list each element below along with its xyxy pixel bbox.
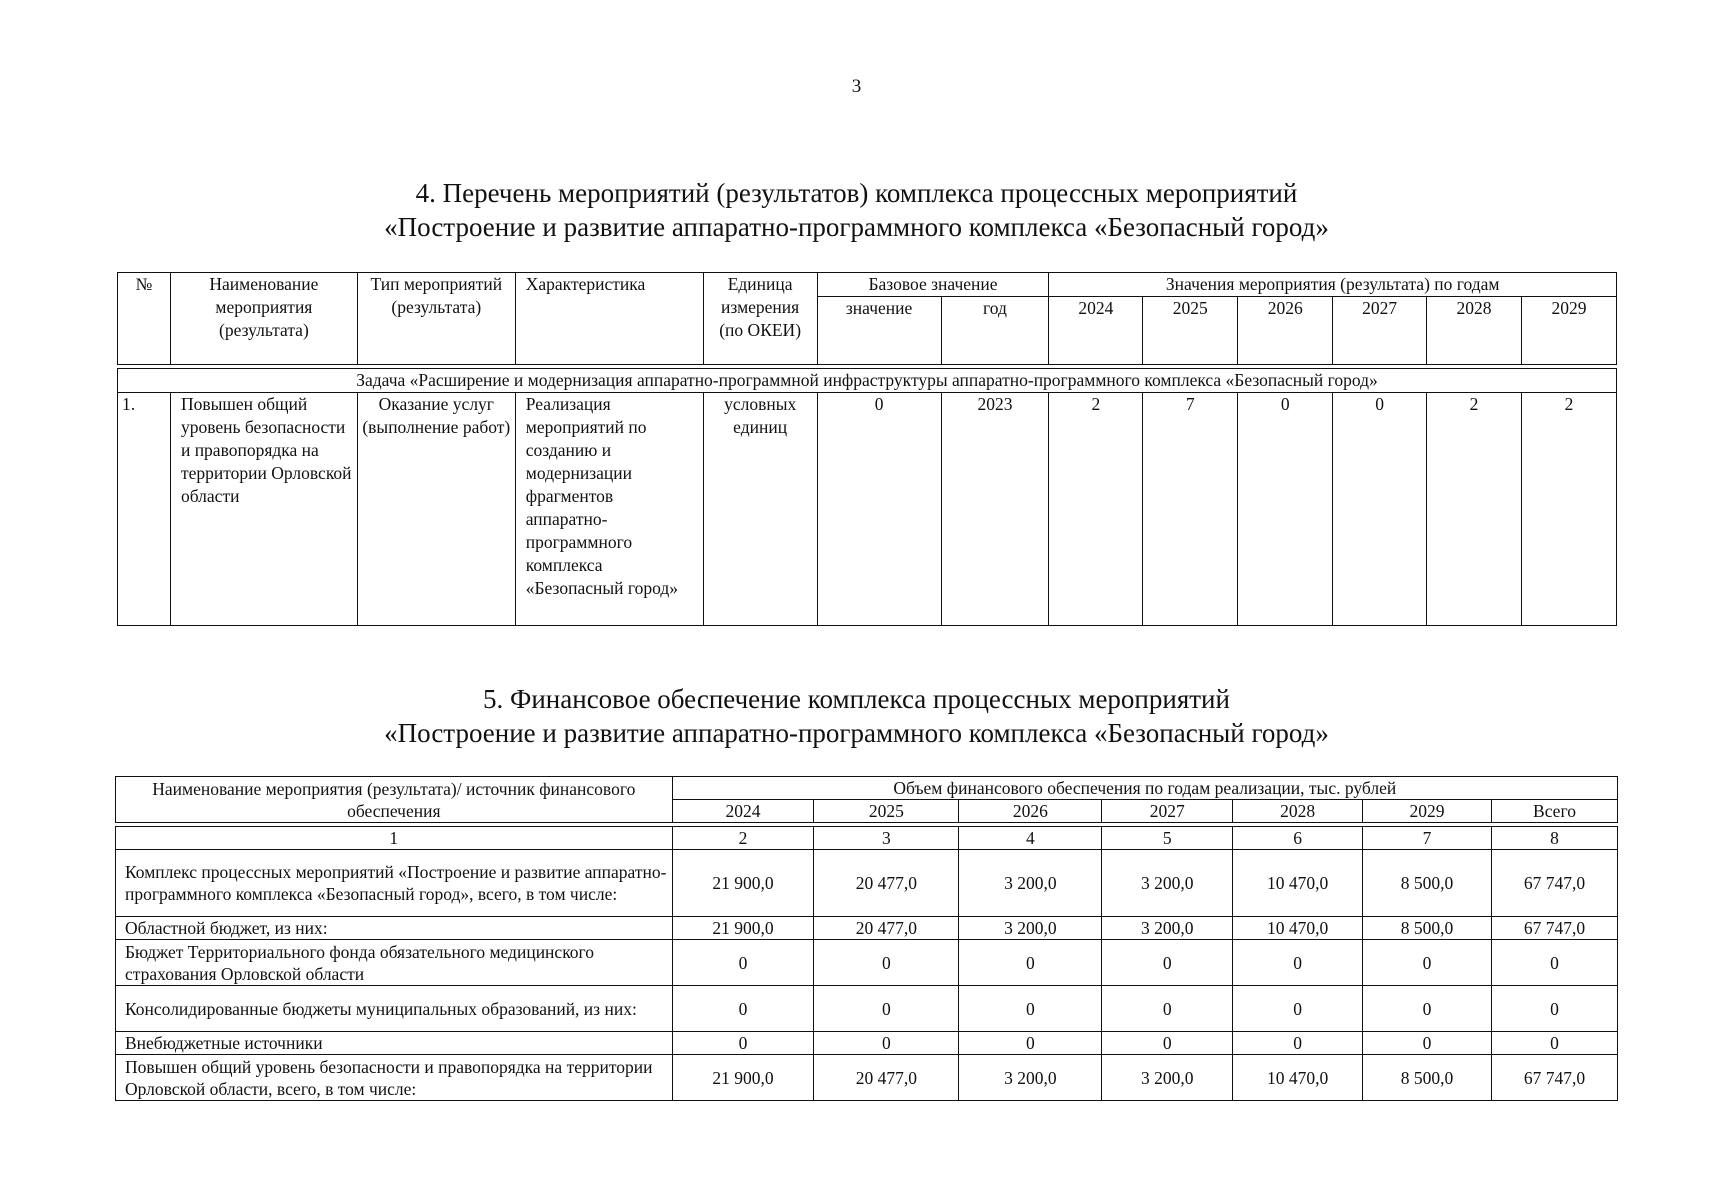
row-value: 2 bbox=[1521, 393, 1616, 626]
row-value: 0 bbox=[1233, 986, 1363, 1032]
table-row bbox=[118, 393, 1617, 626]
row-value: 0 bbox=[814, 940, 959, 986]
row-value: 20 477,0 bbox=[814, 917, 959, 940]
row-value: 0 bbox=[814, 986, 959, 1032]
row-value: 0 bbox=[1491, 1032, 1617, 1055]
row-value: 0 bbox=[1233, 940, 1363, 986]
section5-title bbox=[0, 682, 1713, 750]
row-value: 0 bbox=[1491, 940, 1617, 986]
row-value: 67 747,0 bbox=[1491, 850, 1617, 917]
row-value: 0 bbox=[1102, 940, 1233, 986]
header-year: 2029 bbox=[1521, 297, 1616, 365]
table-row bbox=[116, 917, 1618, 940]
table-row bbox=[116, 986, 1618, 1032]
column-number: 1 bbox=[116, 827, 673, 850]
header-base: Базовое значение bbox=[817, 273, 1049, 297]
header-total: Всего bbox=[1491, 800, 1617, 823]
column-numbers-row bbox=[116, 827, 1618, 850]
row-value: 8 500,0 bbox=[1363, 917, 1492, 940]
column-number: 7 bbox=[1363, 827, 1492, 850]
header-year: 2028 bbox=[1233, 800, 1363, 823]
row-value: 2 bbox=[1049, 393, 1143, 626]
section4-title-line2: «Построение и развитие аппаратно-программного комплекса «Безопасный город» bbox=[384, 212, 1329, 242]
column-number: 4 bbox=[959, 827, 1102, 850]
header-year: 2029 bbox=[1363, 800, 1492, 823]
header-year: 2028 bbox=[1427, 297, 1522, 365]
row-value: 0 bbox=[1238, 393, 1333, 626]
row-source-name: Внебюджетные источники bbox=[116, 1032, 673, 1055]
row-value: 0 bbox=[1363, 940, 1492, 986]
row-value: 0 bbox=[1333, 393, 1427, 626]
column-number: 3 bbox=[814, 827, 959, 850]
row-value: 10 470,0 bbox=[1233, 917, 1363, 940]
row-value: 20 477,0 bbox=[814, 1055, 959, 1101]
finance-header-row bbox=[116, 777, 1618, 800]
header-base-year: год bbox=[941, 297, 1049, 365]
header-num: № bbox=[118, 273, 171, 365]
header-year: 2025 bbox=[1143, 297, 1238, 365]
row-base-year: 2023 bbox=[941, 393, 1049, 626]
header-name: Наименование мероприятия (результата) bbox=[170, 273, 357, 365]
row-value: 0 bbox=[1233, 1032, 1363, 1055]
section5-title-line2: «Построение и развитие аппаратно-программного комплекса «Безопасный город» bbox=[384, 718, 1329, 748]
header-year: 2024 bbox=[672, 800, 814, 823]
row-value: 21 900,0 bbox=[672, 1055, 814, 1101]
row-num: 1. bbox=[118, 393, 171, 626]
table-row bbox=[116, 1032, 1618, 1055]
header-year: 2026 bbox=[959, 800, 1102, 823]
row-source-name: Повышен общий уровень безопасности и правопорядка на территории Орловской области, всего, в том числе: bbox=[116, 1055, 673, 1101]
header-year: 2025 bbox=[814, 800, 959, 823]
measures-table bbox=[117, 272, 1617, 626]
row-value: 3 200,0 bbox=[959, 917, 1102, 940]
row-value: 0 bbox=[672, 1032, 814, 1055]
row-value: 0 bbox=[959, 986, 1102, 1032]
table-row bbox=[116, 940, 1618, 986]
row-value: 8 500,0 bbox=[1363, 1055, 1492, 1101]
row-source-name: Бюджет Территориального фонда обязательного медицинского страхования Орловской области bbox=[116, 940, 673, 986]
row-value: 21 900,0 bbox=[672, 850, 814, 917]
column-number: 8 bbox=[1491, 827, 1617, 850]
row-value: 3 200,0 bbox=[959, 850, 1102, 917]
header-unit: Единица измерения (по ОКЕИ) bbox=[703, 273, 817, 365]
row-value: 67 747,0 bbox=[1491, 1055, 1617, 1101]
row-unit: условных единиц bbox=[703, 393, 817, 626]
row-value: 0 bbox=[814, 1032, 959, 1055]
section4-title bbox=[0, 176, 1713, 244]
header-year: 2026 bbox=[1238, 297, 1333, 365]
column-number: 5 bbox=[1102, 827, 1233, 850]
row-name: Повышен общий уровень безопасности и правопорядка на территории Орловской области bbox=[170, 393, 357, 626]
row-value: 0 bbox=[672, 940, 814, 986]
row-value: 2 bbox=[1427, 393, 1522, 626]
finance-table bbox=[115, 776, 1618, 1101]
task-row bbox=[118, 369, 1617, 393]
header-year: 2027 bbox=[1102, 800, 1233, 823]
section4-title-line1: 4. Перечень мероприятий (результатов) комплекса процессных мероприятий bbox=[415, 178, 1298, 208]
row-source-name: Консолидированные бюджеты муниципальных образований, из них: bbox=[116, 986, 673, 1032]
table-row bbox=[116, 1055, 1618, 1101]
header-base-value: значение bbox=[817, 297, 941, 365]
row-value: 0 bbox=[1102, 1032, 1233, 1055]
header-type: Тип мероприятий (результата) bbox=[357, 273, 515, 365]
row-value: 67 747,0 bbox=[1491, 917, 1617, 940]
table-row bbox=[116, 850, 1618, 917]
task-text: Задача «Расширение и модернизация аппаратно-программной инфраструктуры аппаратно-программного комплекса «Безопасный город» bbox=[118, 369, 1617, 393]
row-value: 8 500,0 bbox=[1363, 850, 1492, 917]
header-year: 2024 bbox=[1049, 297, 1143, 365]
row-value: 0 bbox=[672, 986, 814, 1032]
header-year: 2027 bbox=[1333, 297, 1427, 365]
row-value: 21 900,0 bbox=[672, 917, 814, 940]
row-value: 10 470,0 bbox=[1233, 850, 1363, 917]
row-value: 3 200,0 bbox=[1102, 1055, 1233, 1101]
row-characteristic: Реализация мероприятий по созданию и модернизации фрагментов аппаратно-программного комплекса «Безопасный город» bbox=[515, 393, 703, 626]
row-source-name: Областной бюджет, из них: bbox=[116, 917, 673, 940]
header-volume: Объем финансового обеспечения по годам реализации, тыс. рублей bbox=[672, 777, 1617, 800]
row-base-value: 0 bbox=[817, 393, 941, 626]
row-value: 0 bbox=[1102, 986, 1233, 1032]
row-value: 0 bbox=[1491, 986, 1617, 1032]
row-value: 10 470,0 bbox=[1233, 1055, 1363, 1101]
section5-title-line1: 5. Финансовое обеспечение комплекса процессных мероприятий bbox=[483, 684, 1230, 714]
row-type: Оказание услуг (выполнение работ) bbox=[357, 393, 515, 626]
row-value: 0 bbox=[1363, 1032, 1492, 1055]
measures-header-row bbox=[118, 273, 1617, 297]
row-source-name: Комплекс процессных мероприятий «Построение и развитие аппаратно-программного комплекса «Безопасный город», всего, в том числе: bbox=[116, 850, 673, 917]
header-characteristic: Характеристика bbox=[515, 273, 703, 365]
row-value: 7 bbox=[1143, 393, 1238, 626]
row-value: 0 bbox=[1363, 986, 1492, 1032]
row-value: 0 bbox=[959, 1032, 1102, 1055]
column-number: 6 bbox=[1233, 827, 1363, 850]
header-by-years: Значения мероприятия (результата) по годам bbox=[1049, 273, 1617, 297]
row-value: 20 477,0 bbox=[814, 850, 959, 917]
row-value: 3 200,0 bbox=[959, 1055, 1102, 1101]
column-number: 2 bbox=[672, 827, 814, 850]
row-value: 3 200,0 bbox=[1102, 917, 1233, 940]
page-number: 3 bbox=[851, 76, 862, 97]
row-value: 0 bbox=[959, 940, 1102, 986]
header-source-name: Наименование мероприятия (результата)/ источник финансового обеспечения bbox=[116, 777, 673, 823]
row-value: 3 200,0 bbox=[1102, 850, 1233, 917]
